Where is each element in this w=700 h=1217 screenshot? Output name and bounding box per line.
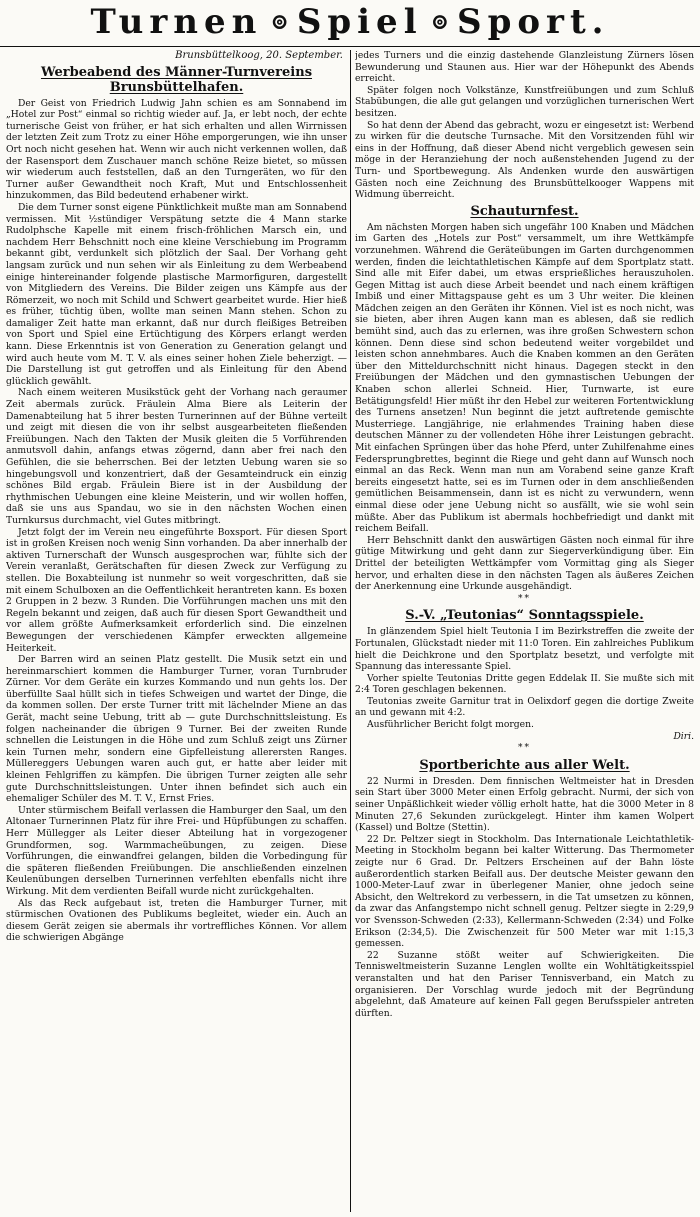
paragraph: Später folgen noch Volkstänze, Kunstfreiübungen und zum Schluß Stabübungen, die alle gut gelangen und vorzüglichen turnerischen Wert besitzen. (355, 84, 694, 119)
paragraph: So hat denn der Abend das gebracht, wozu er eingesetzt ist: Werbend zu wirken für die deutsche Turnsache. Mit den Vorsitzenden fühl wir eins in der Hoffnung, daß dieser Abend nicht vergeblich gewesen sein möge in der Heranziehung der noch außenstehenden Jugend zu der Turn- und Sportbewegung. Als Andenken wurde den auswärtigen Gästen noch eine Zeichnung des Brunsbüttelkooger Wappens mit Widmung überreicht. (355, 119, 694, 201)
article-headline: Schauturnfest. (470, 203, 579, 219)
ornament-icon: ⊚ (430, 9, 450, 35)
headline-line: Brunsbüttelhafen. (109, 79, 244, 95)
paragraph: Teutonias zweite Garnitur trat in Oelixdorf gegen die dortige Zweite an und gewann mit 4:2. (355, 695, 694, 719)
paragraph: Unter stürmischem Beifall verlassen die Hamburger den Saal, um den Altonaer Turnerinnen Platz für ihre Frei- und Hüpfübungen zu schaffen. Herr Müllegger als Leiter dieser Abteilung hat in vorgezogener Grundformen, sog. Warmmacheübungen, zu zeigen. Diese Vorführungen, die einwandfrei gelangen, bilden die Vorbedingung für die späteren fließenden Freiübungen. Die anschließenden einzelnen Keulenübungen derselben Turnerinnen verfehlten ebenfalls nicht ihre Wirkung. Mit dem verdienten Beifall wurde nicht zurückgehalten. (6, 804, 347, 897)
ornament-icon: ⊚ (270, 9, 289, 35)
paragraph: Ausführlicher Bericht folgt morgen. (367, 719, 534, 731)
paragraph: Herr Behschnitt dankt den auswärtigen Gästen noch einmal für ihre gütige Mitwirkung und geht dann zur Siegerverkündigung über. Ein Drittel der beteiligten Wettkämpfer vom Vormittag ging als Sieger hervor, und erhalten diese in den nächsten Tagen als äußeres Zeichen der Anerkennung eine Urkunde ausgehändigt. (355, 534, 694, 593)
title-period: . (591, 2, 610, 42)
paragraph: Vorher spielte Teutonias Dritte gegen Eddelak II. Sie mußte sich mit 2:4 Toren geschlagen bekennen. (355, 672, 694, 696)
title-word-spiel: Spiel (296, 2, 423, 42)
paragraph: 22 Dr. Peltzer siegt in Stockholm. Das Internationale Leichtathletik-Meeting in Stockholm begann bei kalter Witterung. Das Thermometer zeigte nur 6 Grad. Dr. Peltzers Erscheinen auf der Bahn löste außerordentlich starken Beifall aus. Der deutsche Meister gewann den 1000-Meter-Lauf zwar in überlegener Manier, ohne jedoch seine Absicht, den Weltrekord zu verbessern, in die Tat umsetzen zu können, da zwar das Anfangstempo nicht schnell genug. Peltzer siegte in 2:29,9 vor Svensson-Schweden (2:33), Kellermann-Schweden (2:34) und Folke Erikson (2:34,5). Die Zwischenzeit für 500 Meter war mit 1:15,3 gemessen. (355, 833, 694, 950)
headline-line: Werbeabend des Männer-Turnvereins (40, 64, 313, 80)
paragraph: Der Barren wird an seinen Platz gestellt. Die Musik setzt ein und hereinmarschiert kommen die Hamburger Turner, voran Turnbruder Zürner. Vor dem Geräte ein kurzes Kommando und nun gehts los. Der überfüllte Saal hüllt sich in tiefes Schweigen und wartet der Dinge, die da kommen sollen. Der erste Turner tritt mit lächelnder Miene an das Gerät, macht seine Uebung, tritt ab — gute Durchschnittsleistung. Es folgen nacheinander die übrigen 9 Turner. Bei der zweiten Runde schnellen die Leistungen in die Höhe und zum Schluß zeigt uns Zürner kein Turnen mehr, sondern eine Gipfelleistung allerersten Ranges. Müllereggers Uebungen waren auch gut, er hatte aber leider mit kleinen Fehlgriffen zu kämpfen. Die übrigen Turner zeigten alle sehr gute Durchschnittsleistungen. Unter ihnen befindet sich auch ein ehemaliger Schüler des M. T. V., Ernst Fries. (6, 654, 347, 805)
paragraph: Als das Reck aufgebaut ist, treten die Hamburger Turner, mit stürmischen Ovationen des Publikums begleitet, wieder ein. Auch an diesem Gerät zeigen sie abermals ihr vortreffliches Können. Vor allem die schwierigen Abgänge (6, 897, 347, 944)
paragraph: Nach einem weiteren Musikstück geht der Vorhang nach geraumer Zeit abermals zurück. Fräulein Alma Biere als Leiterin der Damenabteilung hat 5 ihrer besten Turnerinnen auf der Bühne verteilt und zeigt mit diesen die von ihr selbst ausgearbeiteten fließenden Freiübungen. Nach den Takten der Musik gleiten die 5 Vorführenden anmutsvoll dahin, anfangs etwas zögernd, dann aber frei nach den Gefühlen, die sie beherrschen. Bei der letzten Uebung waren sie so hingebungsvoll und konzentriert, daß der Gesamteindruck ein einzig schönes Bild ergab. Fräulein Biere ist in der Ausbildung der rhythmischen Uebungen eine kleine Meisterin, und wir wollen hoffen, daß sie uns aus Spandau, wo sie in den nächsten Wochen einen Turnkursus durchmacht, viel Gutes mitbringt. (6, 387, 347, 526)
paragraph: Jetzt folgt der im Verein neu eingeführte Boxsport. Für diesen Sport ist in großen Kreisen noch wenig Sinn vorhanden. Da aber innerhalb der aktiven Turnerschaft der Wunsch ausgesprochen war, fühlte sich der Verein veranlaßt, Gerätschaften für diesen Zweck zur Verfügung zu stellen. Die Boxabteilung ist nunmehr so weit vorgeschritten, daß sie mit einem Schulboxen an die Oeffentlichkeit herantreten kann. Es boxen 2 Gruppen in 2 bezw. 3 Runden. Die Vorführungen machen uns mit den Regeln bekannt und zeigen, daß auch für diesen Sport Gewandtheit und vor allem größte Aufmerksamkeit erforderlich sind. Die einzelnen Bewegungen der verschiedenen Kämpfer erweckten allgemeine Heiterkeit. (6, 526, 347, 654)
dateline: Brunsbüttelkoog, 20. September. (175, 50, 343, 61)
paragraph: Am nächsten Morgen haben sich ungefähr 100 Knaben und Mädchen im Garten des „Hotels zur Post“ versammelt, um ihre Wettkämpfe vorzunehmen. Während die Geräteübungen im Garten durchgenommen werden, finden die leichtathletischen Kämpfe auf dem Sportplatz statt. Sind alle mit Eifer dabei, um etwas ersprießliches herauszuholen. Gegen Mittag ist auch diese Arbeit beendet und nach einem kräftigen Imbiß und einer Mittagspause geht es um 3 Uhr weiter. Die kleinen Mädchen zeigen an den Geräten ihr Können. Viel ist es noch nicht, was sie bieten, aber ihren Augen kann man es ablesen, daß sie redlich bemüht sind, auch das zu erlernen, was ihre großen Schwestern schon können. Denn diese sind schon bedeutend weiter vorgebildet und leisten schon annehmbares. Auch die Knaben kommen an den Geräten über den Mitteldurchschnitt nicht hinaus. Dagegen steckt in den Freiübungen der Mädchen und den gymnastischen Uebungen der Knaben schon allerlei Schneid. Hier, Turnwarte, ist eure Betätigungsfeld! Hier müßt ihr den Hebel zur weiteren Fortentwicklung des Turnens ansetzen! Nun beginnt die jetzt auftretende gemischte Musterriege. Langjährige, nie erlahmendes Training haben diese deutschen Männer zu der vollendeten Höhe ihrer Leistungen gebracht. Mit einfachen Sprüngen über das hohe Pferd, unter Zuhilfenahme eines Federsprungbrettes, beginnt die Riege und geht dann auf Wunsch noch einmal an das Reck. Wenn man nun am Vorabend seine ganze Kraft bereits eingesetzt hatte, sei es im Turnen oder in dem anschließenden gemütlichen Beisammensein, dann ist es nicht zu verwundern, wenn einmal diese oder jene Uebung nicht so ausfällt, wie sie wohl sein müßte. Aber das Publikum ist abermals hochbefriedigt und dankt mit reichem Beifall. (355, 221, 694, 535)
section-masthead (0, 0, 700, 47)
article-headline: S.-V. „Teutonias“ Sonntagsspiele. (405, 608, 644, 624)
author-signature: Diri. (673, 730, 694, 742)
title-word-sport: Sport (457, 2, 592, 42)
article-headline (6, 65, 347, 95)
title-word-turnen: Turnen (90, 2, 263, 42)
paragraph: In glänzendem Spiel hielt Teutonia I im Bezirkstreffen die zweite der Fortunalen, Glückstadt nieder mit 11:0 Toren. Ein zahlreiches Publikum hielt die Deichkrone und den Sportplatz besetzt, und verfolgte mit Spannung das interessante Spiel. (355, 626, 694, 673)
paragraph: 22 Suzanne stößt weiter auf Schwierigkeiten. Die Tennisweltmeisterin Suzanne Lenglen wollte ein Wohltätigkeitsspiel veranstalten und hat den Pariser Tennisverband, ein Match zu organisieren. Der Vorschlag wurde jedoch mit der Begründung abgelehnt, daß Amateure auf keinen Fall gegen Berufsspieler antreten dürften. (355, 949, 694, 1019)
paragraph: jedes Turners und die einzig dastehende Glanzleistung Zürners lösen Bewunderung und Staunen aus. Hier war der Höhepunkt des Abends erreicht. (355, 50, 694, 85)
right-column (355, 50, 694, 1212)
separator: ** (518, 593, 531, 604)
paragraph: Der Geist von Friedrich Ludwig Jahn schien es am Sonnabend im „Hotel zur Post“ einmal so richtig wieder auf. Ja, er lebt noch, der echte turnerische Geist von früher, er hat sich erhalten und allen Wirrnissen der letzten Zeit zum Trotz zu einer Höhe emporgerungen, wie ihn unser Ort noch nicht gesehen hat. Wenn wir auch nicht verkennen wollen, daß der Rasensport dem Zuschauer manch schöne Reize bietet, so müssen wir wiederum auch feststellen, daß an den Turngeräten, wo für den Turner außer Gewandtheit noch Kraft, Mut und Entschlossenheit hinzukommen, das Bild bedeutend erhabener wirkt. (6, 97, 347, 202)
left-column (6, 50, 347, 1212)
paragraph: 22 Nurmi in Dresden. Dem finnischen Weltmeister hat in Dresden sein Start über 3000 Meter einen Erfolg gebracht. Nurmi, der sich von seiner Unpäßlichkeit wieder völlig erholt hatte, hat die 3000 Meter in 8 Minuten 27,6 Sekunden zurückgelegt. Hinter ihm kamen Wolpert (Kassel) und Boltze (Stettin). (355, 775, 694, 834)
paragraph: Die dem Turner sonst eigene Pünktlichkeit mußte man am Sonnabend vermissen. Mit ½stündiger Verspätung setzte die 4 Mann starke Rudolphsche Kapelle mit einem frisch-fröhlichen Marsch ein, und nachdem Herr Behschnitt noch eine kleine Verschiebung im Programm bekannt gibt, verdunkelt sich plötzlich der Saal. Der Vorhang geht langsam zurück und nun sehen wir als Einleitung zu dem Werbeabend einige hintereinander folgende plastische Marmorfiguren, dargestellt von Mitgliedern des Vereins. Die Bilder zeigen uns Kämpfe aus der Römerzeit, wo noch mit Schild und Schwert gearbeitet wurde. Hier hieß es früher, tüchtig üben, wollte man seinen Mann stehen. Schon zu damaliger Zeit hatte man erkannt, daß nur durch fleißiges Betreiben von Sport und Spiel eine Ertüchtigung des Körpers erlangt werden kann. Diese Erkenntnis ist von Generation zu Generation gelangt und wird auch heute vom M. T. V. als eines seiner hohen Ziele beherzigt. — Die Darstellung ist gut getroffen und als Einleitung für den Abend glücklich gewählt. (6, 201, 347, 387)
section-title (0, 0, 700, 42)
article-headline: Sportberichte aus aller Welt. (419, 757, 630, 773)
column-divider (350, 50, 351, 1212)
separator: ** (518, 743, 531, 754)
